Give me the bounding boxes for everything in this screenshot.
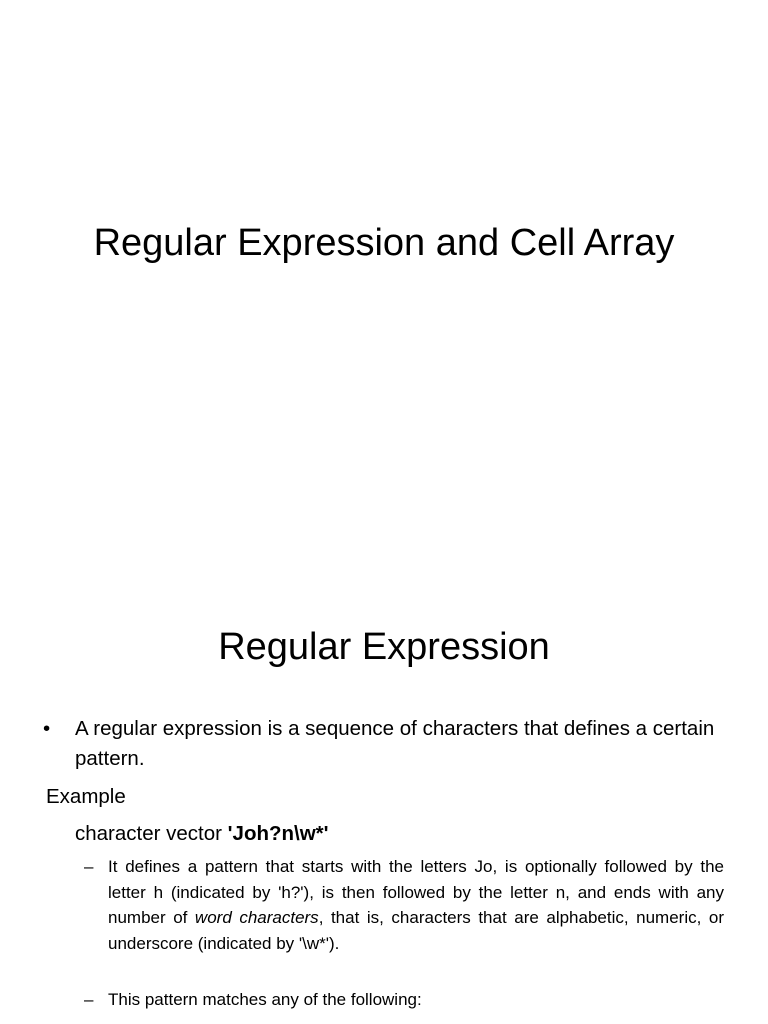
definition-text: A regular expression is a sequence of characters that defines a certain pattern.	[75, 717, 715, 770]
slide-title: Regular Expression	[218, 626, 550, 668]
pattern-explanation-text	[84, 854, 724, 956]
presentation-title: Regular Expression and Cell Array	[93, 222, 675, 264]
definition-bullet	[43, 714, 736, 774]
explanation-italic: word characters	[194, 908, 319, 927]
pattern-explanation-bullet	[84, 854, 724, 956]
explanation-part-1: It defines a pattern that starts with the letters Jo, is optionally followed by the letter h (indicated by 'h?'), is then followed by the letter n, and ends with any number of	[108, 857, 724, 927]
content-slide	[0, 576, 768, 1024]
dash-icon: –	[84, 990, 94, 1009]
char-vector-value: 'Joh?n\w*'	[227, 822, 329, 845]
dash-icon: –	[84, 857, 94, 876]
bullet-icon: •	[43, 717, 51, 740]
char-vector-prefix: character vector	[75, 822, 228, 845]
example-label: Example	[46, 785, 126, 808]
pattern-matches-bullet	[84, 987, 724, 1012]
char-vector-line	[75, 819, 329, 849]
pattern-matches-text: This pattern matches any of the following:	[108, 990, 422, 1009]
explanation-part-2: , that is, characters that are alphabetic, numeric, or underscore (indicated by '\w*').	[108, 908, 724, 953]
